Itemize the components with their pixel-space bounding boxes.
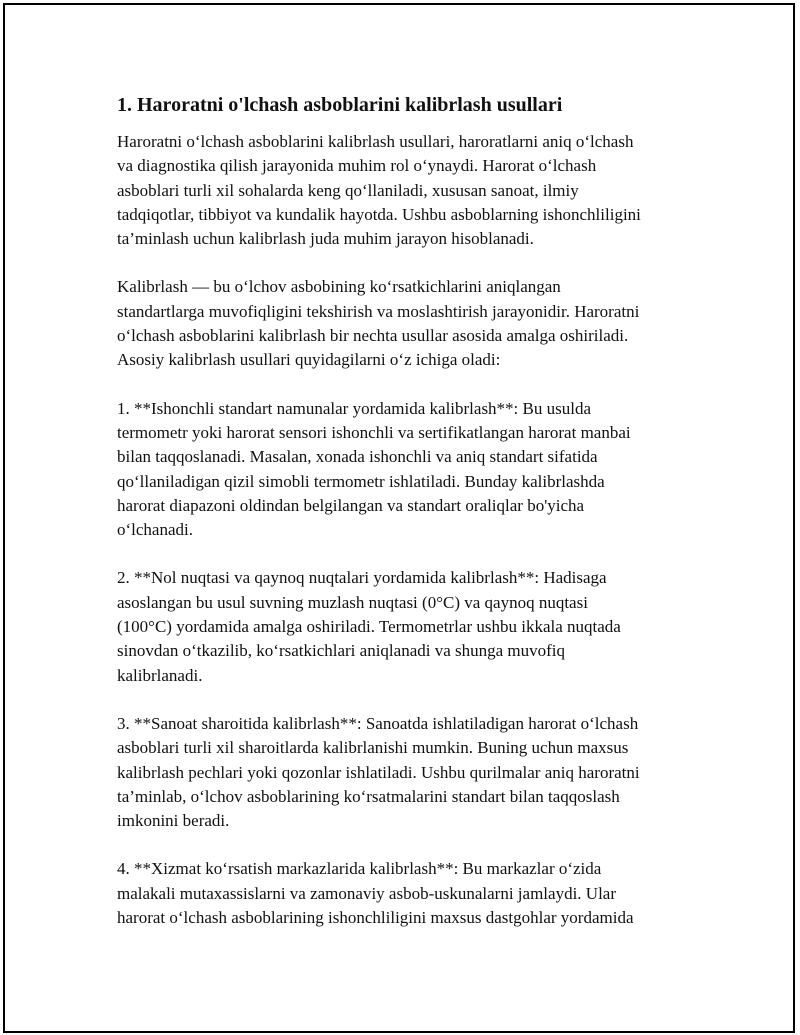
paragraph-method-1: 1. **Ishonchli standart namunalar yordamida kalibrlash**: Bu usulda termometr yoki harorat sensori ishonchli va sertifikatlangan harorat manbai bilan taqqoslanadi. Masalan, xonada ishonchli va aniq standart sifatida qo‘llaniladigan qizil simobli termometr ishlatiladi. Bunday kalibrlashda harorat diapazoni oldindan belgilangan va standart oraliqlar bo'yicha o‘lchanadi. bbox=[117, 398, 631, 540]
document-body bbox=[117, 92, 697, 954]
paragraph-method-4: 4. **Xizmat ko‘rsatish markazlarida kalibrlash**: Bu markazlar o‘zida malakali mutaxassislarni va zamonaviy asbob-uskunalarni jamlaydi. Ular harorat o‘lchash asboblarining ishonchliligini maxsus dastgohlar yordamida bbox=[117, 859, 634, 928]
paragraph-method-2: 2. **Nol nuqtasi va qaynoq nuqtalari yordamida kalibrlash**: Hadisaga asoslangan bu usul suvning muzlash nuqtasi (0°C) va qaynoq nuqtasi (100°C) yordamida amalga oshiriladi. Termometrlar ushbu ikkala nuqtada sinovdan o‘tkazilib, ko‘rsatkichlari aniqlanadi va shunga muvofiq kalibrlanadi. bbox=[117, 568, 621, 685]
paragraph-definition: Kalibrlash — bu o‘lchov asbobining ko‘rsatkichlarini aniqlangan standartlarga muvofiqligini tekshirish va moslashtirish jarayonidir. Haroratni o‘lchash asboblarini kalibrlash bir nechta usullar asosida amalga oshiriladi. Asosiy kalibrlash usullari quyidagilarni o‘z ichiga oladi: bbox=[117, 277, 640, 370]
document-title: 1. Haroratni o'lchash asboblarini kalibrlash usullari bbox=[117, 94, 563, 116]
paragraph-intro: Haroratni o‘lchash asboblarini kalibrlash usullari, haroratlarni aniq o‘lchash va diagnostika qilish jarayonida muhim rol o‘ynaydi. Harorat o‘lchash asboblari turli xil sohalarda keng qo‘llaniladi, xususan sanoat, ilmiy tadqiqotlar, tibbiyot va kundalik hayotda. Ushbu asboblarning ishonchliligini ta’minlash uchun kalibrlash juda muhim jarayon hisoblanadi. bbox=[117, 132, 641, 249]
paragraph-method-3: 3. **Sanoat sharoitida kalibrlash**: Sanoatda ishlatiladigan harorat o‘lchash asboblari turli xil sharoitlarda kalibrlanishi mumkin. Buning uchun maxsus kalibrlash pechlari yoki qozonlar ishlatiladi. Ushbu qurilmalar aniq haroratni ta’minlab, o‘lchov asboblarining ko‘rsatmalarini standart bilan taqqoslash imkonini beradi. bbox=[117, 713, 640, 831]
